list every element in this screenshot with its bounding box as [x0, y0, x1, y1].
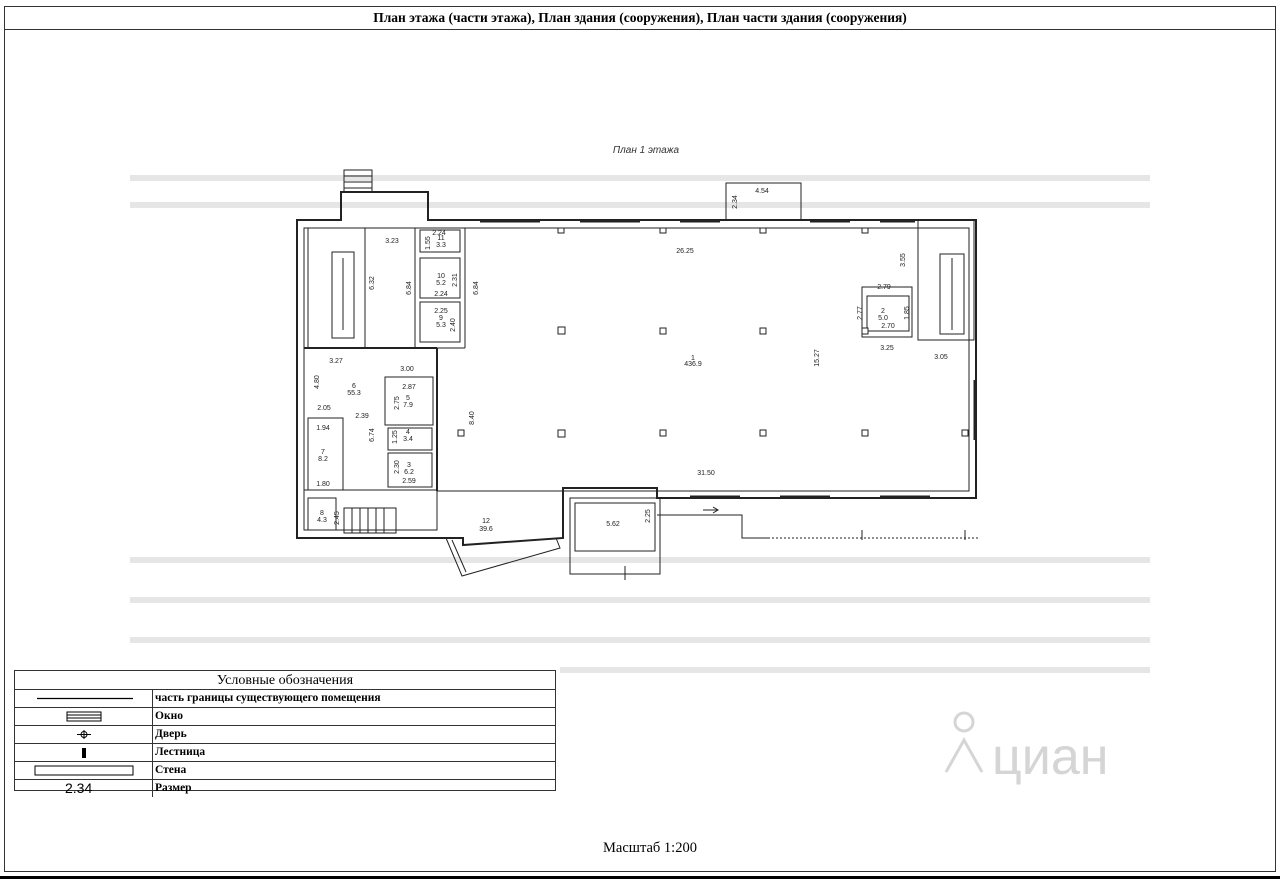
dim-287: 2.87 [402, 384, 416, 391]
room-3-area: 6.2 [404, 469, 414, 476]
legend-row-door [15, 726, 555, 744]
room-2-area: 5.0 [878, 315, 888, 322]
dimension-sample: 2.34 [65, 780, 93, 796]
room-9-no: 9 [439, 315, 443, 322]
dim-lw-bottom: 3.27 [329, 358, 343, 365]
legend-label-dimension: Размер [155, 782, 192, 794]
legend-row-boundary [15, 690, 555, 708]
legend-label-window: Окно [155, 710, 183, 722]
dim-bottom-len: 31.50 [697, 470, 715, 477]
boundary-line-icon [15, 690, 153, 707]
dim-230: 2.30 [394, 460, 401, 474]
dim-porch-len: 4.54 [755, 188, 769, 195]
room-11-no: 11 [437, 235, 445, 242]
dim-right-w: 3.05 [934, 354, 948, 361]
dim-224b: 2.24 [434, 291, 448, 298]
room-5-no: 5 [406, 395, 410, 402]
dim-225b: 2.25 [645, 509, 652, 523]
dim-225a: 2.25 [434, 308, 448, 315]
dim-239: 2.39 [355, 413, 369, 420]
room-11-area: 3.3 [436, 242, 446, 249]
dim-279: 2.79 [877, 284, 891, 291]
room-4-no: 4 [406, 429, 410, 436]
dim-left-w: 3.23 [385, 238, 399, 245]
dim-hall-inner: 8.40 [469, 411, 476, 425]
dim-277: 2.77 [857, 306, 864, 320]
watermark-text: циан [992, 728, 1109, 786]
legend-row-stair [15, 744, 555, 762]
dim-240: 2.40 [450, 318, 457, 332]
dim-300: 3.00 [400, 366, 414, 373]
legend-row-wall [15, 762, 555, 780]
dim-185: 1.85 [904, 306, 911, 320]
scale-label: Масштаб 1:200 [603, 840, 697, 856]
dim-684a: 6.84 [406, 281, 413, 295]
room-9-area: 5.3 [436, 322, 446, 329]
dim-180: 1.80 [316, 481, 330, 488]
room-6-area: 55.3 [347, 390, 361, 397]
legend-row-window [15, 708, 555, 726]
room-7-area: 8.2 [318, 456, 328, 463]
room-1-no: 1 [691, 355, 695, 362]
dim-674: 6.74 [369, 428, 376, 442]
window-icon [15, 708, 153, 725]
dim-480: 4.80 [314, 375, 321, 389]
room-8-no: 8 [320, 510, 324, 517]
dim-right-h: 3.55 [900, 253, 907, 267]
room-12-area: 39.6 [479, 526, 493, 533]
room-4-area: 3.4 [403, 436, 413, 443]
room-3-no: 3 [407, 462, 411, 469]
dim-224a: 2.24 [432, 230, 446, 237]
dim-left-h: 6.32 [369, 276, 376, 290]
dim-562: 5.62 [606, 521, 620, 528]
wall-icon [15, 762, 153, 779]
watermark-logo [930, 700, 1150, 790]
room-8-area: 4.3 [317, 517, 327, 524]
document-title: План этажа (части этажа), План здания (сооружения), План части здания (сооружения) [4, 6, 1276, 30]
dim-194: 1.94 [316, 425, 330, 432]
legend-table [14, 670, 556, 796]
dimension-icon [15, 780, 153, 797]
room-12-no: 12 [482, 518, 490, 525]
room-10-no: 10 [437, 273, 445, 280]
legend-label-boundary: часть границы существующего помещения [155, 692, 381, 704]
room-1-area: 436.9 [684, 361, 702, 368]
dim-hall-h: 15.27 [814, 349, 821, 367]
legend-label-door: Дверь [155, 728, 187, 740]
dim-275: 2.75 [394, 396, 401, 410]
dim-231: 2.31 [452, 273, 459, 287]
room-5-area: 7.9 [403, 402, 413, 409]
dim-245: 2.45 [334, 511, 341, 525]
room-10-area: 5.2 [436, 280, 446, 287]
dim-205: 2.05 [317, 405, 331, 412]
dim-125: 1.25 [392, 430, 399, 444]
legend-heading: Условные обозначения [15, 671, 555, 690]
room-2-no: 2 [881, 308, 885, 315]
dim-porch-depth: 2.34 [732, 195, 739, 209]
dim-684b: 6.84 [473, 281, 480, 295]
dim-259: 2.59 [402, 478, 416, 485]
legend-label-stair: Лестница [155, 746, 206, 758]
dim-325: 3.25 [880, 345, 894, 352]
dim-top-len: 26.25 [676, 248, 694, 255]
plan-subtitle: План 1 этажа [612, 145, 680, 156]
stair-icon [15, 744, 153, 761]
room-6-no: 6 [352, 383, 356, 390]
dim-270: 2.70 [881, 323, 895, 330]
room-7-no: 7 [321, 449, 325, 456]
dim-155: 1.55 [425, 236, 432, 250]
legend-label-wall: Стена [155, 764, 187, 776]
door-icon [15, 726, 153, 743]
legend-row-dimension [15, 780, 555, 797]
